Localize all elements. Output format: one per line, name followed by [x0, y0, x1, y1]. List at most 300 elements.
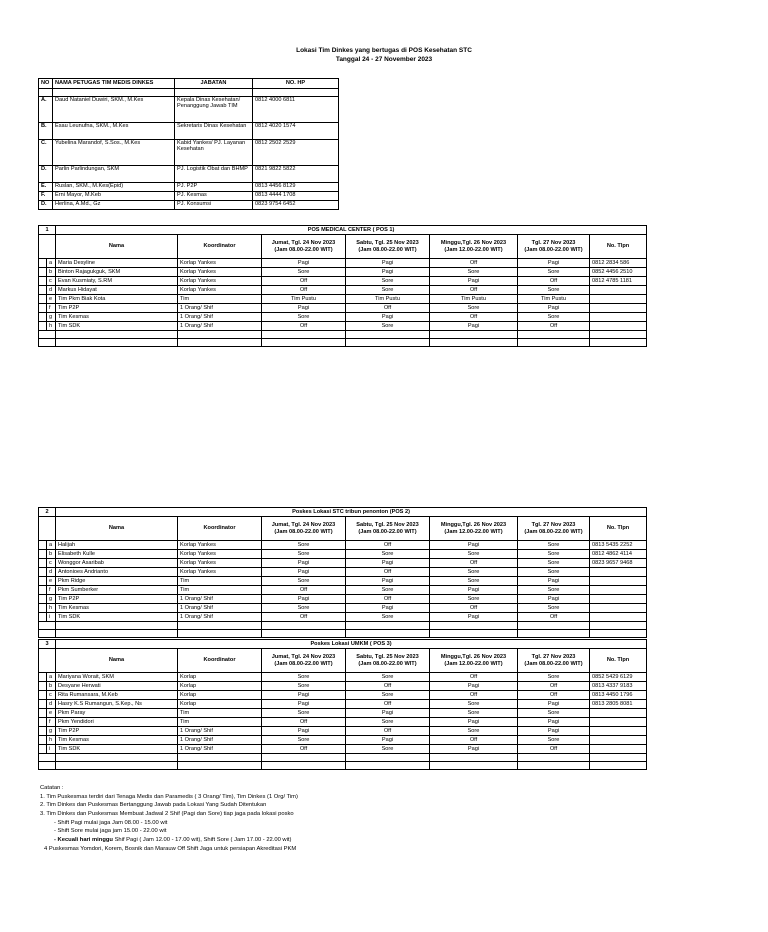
- shift-27: Off: [518, 322, 590, 331]
- blank-cell: [178, 762, 262, 770]
- row-letter: f: [47, 718, 56, 727]
- header-nama: Nama: [56, 649, 178, 673]
- table-row: [39, 577, 647, 586]
- pos-title-row: [39, 226, 647, 235]
- shift-26: Pagi: [430, 718, 518, 727]
- row-gap: [39, 577, 47, 586]
- row-name: Maria Desyline: [56, 259, 178, 268]
- shift-24: Pagi: [262, 304, 346, 313]
- header-d3: [430, 517, 518, 541]
- shift-25: Pagi: [346, 577, 430, 586]
- staff-row: [39, 183, 339, 192]
- pos1-table: [38, 225, 647, 347]
- blank-cell: [39, 331, 56, 339]
- row-letter: a: [47, 541, 56, 550]
- row-coordinator: 1 Orang/ Shif: [178, 727, 262, 736]
- staff-role: PJ. P2P: [175, 183, 253, 192]
- shift-24: Sore: [262, 709, 346, 718]
- blank-cell: [39, 630, 56, 638]
- shift-26: Pagi: [430, 277, 518, 286]
- blank-cell: [518, 754, 590, 762]
- staff-role: PJ. Kesmas: [175, 192, 253, 201]
- row-letter: g: [47, 727, 56, 736]
- staff-role: PJ. Konsumsi: [175, 201, 253, 210]
- staff-row: [39, 123, 339, 140]
- row-name: Tim Kesmas: [56, 736, 178, 745]
- row-name: Mariyana Worait, SKM: [56, 673, 178, 682]
- staff-name: Herlina, A.Md., Gz: [53, 201, 175, 210]
- shift-26: Off: [430, 259, 518, 268]
- staff-role: PJ. Logistik Obat dan BHMP: [175, 166, 253, 183]
- table-row: [39, 295, 647, 304]
- row-letter: g: [47, 595, 56, 604]
- row-gap: [39, 736, 47, 745]
- shift-26: Sore: [430, 577, 518, 586]
- table-row: [39, 727, 647, 736]
- header-d4-hours: (Jam 08.00-22.00 WIT): [524, 528, 583, 535]
- row-coordinator: Korlap Yankes: [178, 259, 262, 268]
- shift-27: Pagi: [518, 727, 590, 736]
- shift-24: Sore: [262, 682, 346, 691]
- blank-cell: [518, 339, 590, 347]
- row-coordinator: Tim: [178, 586, 262, 595]
- row-gap: [39, 673, 47, 682]
- row-name: Tim SDK: [56, 613, 178, 622]
- staff-name: Parlin Parlindungan, SKM: [53, 166, 175, 183]
- row-phone: 0813 5435 2252: [590, 541, 647, 550]
- shift-27: Pagi: [518, 700, 590, 709]
- header-d3-hours: (Jam 12.00-22.00 WIT): [444, 528, 503, 535]
- row-gap: [39, 322, 47, 331]
- staff-no: A.: [39, 97, 53, 123]
- shift-27: Sore: [518, 286, 590, 295]
- header-tlpn: No. Tlpn: [590, 517, 647, 541]
- row-phone: [590, 718, 647, 727]
- shift-27: Sore: [518, 550, 590, 559]
- header-d2-date: Sabtu, Tgl. 25 Nov 2023: [356, 240, 419, 247]
- header-no: NO: [39, 79, 53, 89]
- blank-cell: [518, 331, 590, 339]
- shift-27: Sore: [518, 568, 590, 577]
- shift-24: Off: [262, 277, 346, 286]
- row-name: Hasry K.S Rumangun, S.Kep., Ns: [56, 700, 178, 709]
- row-phone: 0812 4785 1181: [590, 277, 647, 286]
- staff-name: Esau Leunufna, SKM., M.Kes: [53, 123, 175, 140]
- blank-cell: [56, 622, 178, 630]
- pos-title: POS MEDICAL CENTER ( POS 1): [56, 226, 647, 235]
- row-letter: c: [47, 559, 56, 568]
- row-phone: [590, 304, 647, 313]
- row-phone: [590, 709, 647, 718]
- row-letter: e: [47, 577, 56, 586]
- staff-no: F.: [39, 192, 53, 201]
- blank-cell: [262, 630, 346, 638]
- shift-24: Sore: [262, 268, 346, 277]
- shift-24: Sore: [262, 673, 346, 682]
- shift-27: Tim Pustu: [518, 295, 590, 304]
- header-d3: [430, 235, 518, 259]
- shift-25: Sore: [346, 718, 430, 727]
- row-name: Tim Kesmas: [56, 313, 178, 322]
- note-3: 3. Tim Dinkes dan Puskesmas Membuat Jadwal 2 Shif (Pagi dan Sore) tiap jaga pada lokasi posko: [40, 811, 294, 818]
- row-coordinator: Korlap Yankes: [178, 568, 262, 577]
- table-row: [39, 268, 647, 277]
- table-row: [39, 682, 647, 691]
- header-d2-hours: (Jam 08.00-22.00 WIT): [358, 246, 417, 253]
- header-d2-hours: (Jam 08.00-22.00 WIT): [358, 528, 417, 535]
- table-row: [39, 559, 647, 568]
- shift-27: Sore: [518, 736, 590, 745]
- note-bullet-3-rest: Shif Pagi ( Jam 12.00 - 17.00 wit), Shift Sore ( Jam 17.00 - 22.00 wit): [112, 837, 292, 844]
- row-letter: d: [47, 286, 56, 295]
- row-phone: 0812 2834 586: [590, 259, 647, 268]
- shift-27: Sore: [518, 559, 590, 568]
- shift-25: Sore: [346, 550, 430, 559]
- header-d2: [346, 649, 430, 673]
- row-letter: g: [47, 313, 56, 322]
- shift-27: Off: [518, 277, 590, 286]
- row-gap: [39, 727, 47, 736]
- staff-row: [39, 140, 339, 166]
- blank-cell: [590, 630, 647, 638]
- blank-cell: [346, 630, 430, 638]
- shift-24: Pagi: [262, 259, 346, 268]
- row-name: Binton Rajagukguk, SKM: [56, 268, 178, 277]
- shift-26: Off: [430, 691, 518, 700]
- shift-25: Off: [346, 727, 430, 736]
- shift-24: Off: [262, 286, 346, 295]
- shift-25: Pagi: [346, 559, 430, 568]
- row-gap: [39, 277, 47, 286]
- row-name: Tim P2P: [56, 304, 178, 313]
- header-d3: [430, 649, 518, 673]
- row-coordinator: 1 Orang/ Shif: [178, 604, 262, 613]
- shift-27: Sore: [518, 541, 590, 550]
- shift-24: Pagi: [262, 727, 346, 736]
- document-title: Lokasi Tim Dinkes yang bertugas di POS Kesehatan STC: [296, 47, 472, 54]
- shift-24: Off: [262, 718, 346, 727]
- row-letter: h: [47, 322, 56, 331]
- row-coordinator: Korlap Yankes: [178, 277, 262, 286]
- shift-24: Pagi: [262, 595, 346, 604]
- header-d4-date: Tgl. 27 Nov 2023: [531, 240, 576, 247]
- shift-26: Off: [430, 286, 518, 295]
- pos-number: 1: [39, 226, 56, 235]
- blank-cell: [518, 622, 590, 630]
- row-letter: d: [47, 700, 56, 709]
- row-name: Tim SDK: [56, 322, 178, 331]
- row-letter: f: [47, 586, 56, 595]
- row-phone: 0813 2805 8081: [590, 700, 647, 709]
- row-coordinator: Tim: [178, 295, 262, 304]
- row-phone: 0852 4456 2510: [590, 268, 647, 277]
- pos-number: 3: [39, 640, 56, 649]
- blank-cell: [346, 762, 430, 770]
- row-coordinator: Korlap Yankes: [178, 286, 262, 295]
- blank-row: [39, 754, 647, 762]
- pos-header-row: [39, 235, 647, 259]
- row-phone: [590, 586, 647, 595]
- blank-cell: [430, 762, 518, 770]
- row-coordinator: Korlap Yankes: [178, 268, 262, 277]
- shift-25: Off: [346, 568, 430, 577]
- note-1: 1. Tim Puskesmas terdiri dari Tenaga Medis dan Paramedis ( 3 Orang/ Tim), Tim Dinkes (1 Org/ Tim): [40, 793, 298, 800]
- staff-name: Ruslan, SKM., M.Kes(Epid): [53, 183, 175, 192]
- pos-header-row: [39, 517, 647, 541]
- blank-cell: [178, 630, 262, 638]
- shift-26: Pagi: [430, 586, 518, 595]
- row-coordinator: 1 Orang/ Shif: [178, 745, 262, 754]
- header-name: NAMA PETUGAS TIM MEDIS DINKES: [53, 79, 175, 89]
- pos-header-row: [39, 649, 647, 673]
- row-gap: [39, 559, 47, 568]
- row-gap: [39, 259, 47, 268]
- header-d1: [262, 235, 346, 259]
- shift-25: Sore: [346, 613, 430, 622]
- blank-cell: [56, 630, 178, 638]
- row-gap: [39, 709, 47, 718]
- row-gap: [39, 745, 47, 754]
- shift-25: Off: [346, 541, 430, 550]
- shift-26: Sore: [430, 568, 518, 577]
- row-letter: c: [47, 277, 56, 286]
- row-coordinator: 1 Orang/ Shif: [178, 736, 262, 745]
- shift-25: Sore: [346, 691, 430, 700]
- row-gap: [39, 604, 47, 613]
- blank-cell: [39, 622, 56, 630]
- staff-no: B.: [39, 123, 53, 140]
- blank-cell: [178, 754, 262, 762]
- shift-25: Sore: [346, 277, 430, 286]
- staff-no: D.: [39, 201, 53, 210]
- shift-24: Off: [262, 322, 346, 331]
- row-coordinator: Korlap: [178, 700, 262, 709]
- row-letter: d: [47, 568, 56, 577]
- row-name: Tim Kesmas: [56, 604, 178, 613]
- staff-role: Sekretaris Dinas Kesehatan: [175, 123, 253, 140]
- blank-row: [39, 331, 647, 339]
- shift-26: Sore: [430, 709, 518, 718]
- blank-row: [39, 630, 647, 638]
- row-phone: [590, 595, 647, 604]
- row-letter: b: [47, 268, 56, 277]
- blank-row: [39, 622, 647, 630]
- row-gap: [39, 682, 47, 691]
- header-koordinator: Koordinator: [178, 517, 262, 541]
- note-4: 4 Puskesmas Yomdori, Korem, Bosnik dan Marauw Off Shift Jaga untuk persiapan Akreditasi PKM: [44, 845, 297, 852]
- shift-26: Off: [430, 313, 518, 322]
- row-name: Tim Pkm Biak Kota: [56, 295, 178, 304]
- header-d4-date: Tgl. 27 Nov 2023: [531, 654, 576, 661]
- row-phone: [590, 322, 647, 331]
- shift-25: Off: [346, 700, 430, 709]
- row-coordinator: Korlap Yankes: [178, 550, 262, 559]
- pos-number: 2: [39, 508, 56, 517]
- header-d1-date: Jumat, Tgl. 24 Nov 2023: [271, 654, 336, 661]
- header-koordinator: Koordinator: [178, 649, 262, 673]
- row-phone: 0823 9657 9468: [590, 559, 647, 568]
- shift-26: Pagi: [430, 322, 518, 331]
- shift-27: Sore: [518, 709, 590, 718]
- pos-title: Poskes Lokasi STC tribun penonton (POS 2): [56, 508, 647, 517]
- row-phone: 0813 4450 1796: [590, 691, 647, 700]
- shift-24: Sore: [262, 577, 346, 586]
- shift-27: Pagi: [518, 595, 590, 604]
- shift-25: Off: [346, 595, 430, 604]
- header-d3-hours: (Jam 12.00-22.00 WIT): [444, 246, 503, 253]
- shift-25: Pagi: [346, 268, 430, 277]
- header-blank: [39, 235, 56, 259]
- blank-cell: [56, 331, 178, 339]
- shift-24: Off: [262, 613, 346, 622]
- staff-phone: 0823 9754 6452: [253, 201, 339, 210]
- shift-26: Pagi: [430, 745, 518, 754]
- header-d4-hours: (Jam 08.00-22.00 WIT): [524, 246, 583, 253]
- shift-27: Sore: [518, 604, 590, 613]
- row-gap: [39, 313, 47, 322]
- table-row: [39, 613, 647, 622]
- row-letter: b: [47, 682, 56, 691]
- row-gap: [39, 718, 47, 727]
- table-row: [39, 604, 647, 613]
- shift-27: Pagi: [518, 577, 590, 586]
- table-row: [39, 277, 647, 286]
- row-coordinator: Korlap Yankes: [178, 559, 262, 568]
- table-row: [39, 568, 647, 577]
- row-coordinator: Korlap: [178, 673, 262, 682]
- blank-cell: [178, 622, 262, 630]
- blank-cell: [262, 622, 346, 630]
- header-d4: [518, 649, 590, 673]
- staff-name: Erni Mayor, M.Keb: [53, 192, 175, 201]
- row-phone: [590, 295, 647, 304]
- row-name: Desyane Herwati: [56, 682, 178, 691]
- row-letter: h: [47, 604, 56, 613]
- row-coordinator: Korlap: [178, 682, 262, 691]
- shift-24: Pagi: [262, 700, 346, 709]
- row-phone: 0852 5429 6129: [590, 673, 647, 682]
- shift-27: Pagi: [518, 718, 590, 727]
- note-bullet-1: - Shift Pagi mulai jaga Jam 08.00 - 15.00 wit: [54, 819, 168, 826]
- blank-cell: [56, 754, 178, 762]
- blank-cell: [262, 339, 346, 347]
- blank-cell: [39, 754, 56, 762]
- note-bullet-2: - Shift Sore mulai jaga jam 15.00 - 22.00 wit: [54, 828, 167, 835]
- row-coordinator: Korlap Yankes: [178, 541, 262, 550]
- shift-24: Off: [262, 745, 346, 754]
- row-phone: [590, 313, 647, 322]
- shift-26: Sore: [430, 700, 518, 709]
- header-d2: [346, 517, 430, 541]
- shift-25: Off: [346, 682, 430, 691]
- shift-26: Sore: [430, 595, 518, 604]
- shift-27: Sore: [518, 313, 590, 322]
- staff-phone: 0821 9822 5822: [253, 166, 339, 183]
- shift-26: Pagi: [430, 541, 518, 550]
- shift-25: Tim Pustu: [346, 295, 430, 304]
- blank-cell: [590, 331, 647, 339]
- staff-phone: 0813 4456 8129: [253, 183, 339, 192]
- row-phone: [590, 286, 647, 295]
- shift-27: Off: [518, 745, 590, 754]
- shift-24: Sore: [262, 550, 346, 559]
- header-d1: [262, 517, 346, 541]
- row-gap: [39, 286, 47, 295]
- staff-header-row: [39, 79, 339, 89]
- row-gap: [39, 586, 47, 595]
- shift-25: Pagi: [346, 709, 430, 718]
- header-d4-hours: (Jam 08.00-22.00 WIT): [524, 660, 583, 667]
- header-d2: [346, 235, 430, 259]
- table-row: [39, 595, 647, 604]
- shift-26: Off: [430, 736, 518, 745]
- row-name: Markus Hidayat: [56, 286, 178, 295]
- row-gap: [39, 700, 47, 709]
- header-d3-date: Minggu,Tgl. 26 Nov 2023: [440, 654, 507, 661]
- table-row: [39, 322, 647, 331]
- table-row: [39, 313, 647, 322]
- shift-26: Off: [430, 673, 518, 682]
- shift-26: Sore: [430, 727, 518, 736]
- header-d4-date: Tgl. 27 Nov 2023: [531, 522, 576, 529]
- row-gap: [39, 595, 47, 604]
- header-nama: Nama: [56, 235, 178, 259]
- shift-24: Sore: [262, 313, 346, 322]
- header-koordinator: Koordinator: [178, 235, 262, 259]
- row-phone: 0812 4862 4114: [590, 550, 647, 559]
- row-gap: [39, 691, 47, 700]
- row-letter: a: [47, 259, 56, 268]
- row-name: Tim P2P: [56, 727, 178, 736]
- header-d2-date: Sabtu, Tgl. 25 Nov 2023: [356, 654, 419, 661]
- row-coordinator: 1 Orang/ Shif: [178, 313, 262, 322]
- table-row: [39, 541, 647, 550]
- staff-name: Daud Nataniel Duwiri, SKM., M.Kes: [53, 97, 175, 123]
- note-bullet-3: [40, 836, 298, 845]
- row-phone: [590, 745, 647, 754]
- row-name: Halijah: [56, 541, 178, 550]
- blank-cell: [262, 762, 346, 770]
- table-row: [39, 259, 647, 268]
- row-name: Pkm Sumberker: [56, 586, 178, 595]
- shift-24: Sore: [262, 604, 346, 613]
- shift-25: Sore: [346, 322, 430, 331]
- row-coordinator: 1 Orang/ Shif: [178, 595, 262, 604]
- shift-25: Pagi: [346, 604, 430, 613]
- row-name: Pkm Paray: [56, 709, 178, 718]
- blank-cell: [430, 630, 518, 638]
- table-row: [39, 709, 647, 718]
- table-row: [39, 286, 647, 295]
- shift-27: Off: [518, 691, 590, 700]
- blank-cell: [346, 339, 430, 347]
- row-letter: e: [47, 295, 56, 304]
- row-gap: [39, 304, 47, 313]
- staff-row: [39, 192, 339, 201]
- shift-24: Pagi: [262, 691, 346, 700]
- shift-24: Sore: [262, 541, 346, 550]
- header-tlpn: No. Tlpn: [590, 235, 647, 259]
- header-d1-date: Jumat, Tgl. 24 Nov 2023: [271, 240, 336, 247]
- blank-cell: [590, 339, 647, 347]
- staff-no: E.: [39, 183, 53, 192]
- row-gap: [39, 613, 47, 622]
- row-name: Rita Rumansara, M.Keb: [56, 691, 178, 700]
- note-2: 2. Tim Dinkes dan Puskesmas Bertanggung Jawab pada Lokasi Yang Sudah Ditentukan: [40, 802, 267, 809]
- blank-cell: [56, 762, 178, 770]
- row-gap: [39, 541, 47, 550]
- row-phone: [590, 568, 647, 577]
